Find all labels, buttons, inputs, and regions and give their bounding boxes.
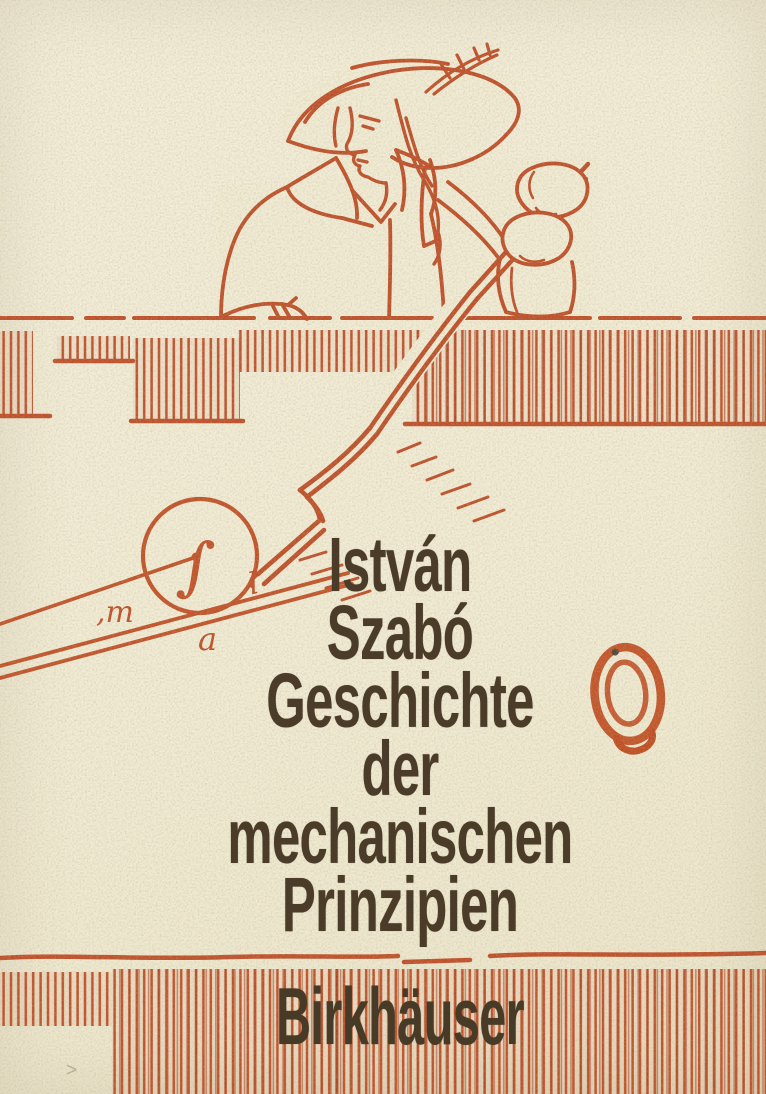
title-line-4: Prinzipien [281, 862, 519, 948]
title-line-3: mechanischen [227, 794, 573, 880]
faint-chevron-mark: > [66, 1060, 78, 1081]
publisher-name [0, 972, 766, 1062]
title-line-1: Geschichte [266, 658, 534, 744]
author-line-2: Szabó [326, 590, 474, 676]
publisher-label: Birkhäuser [276, 972, 524, 1062]
title-line-2: der [361, 726, 439, 812]
title-block [0, 522, 766, 948]
author-line-1: István [328, 522, 472, 608]
